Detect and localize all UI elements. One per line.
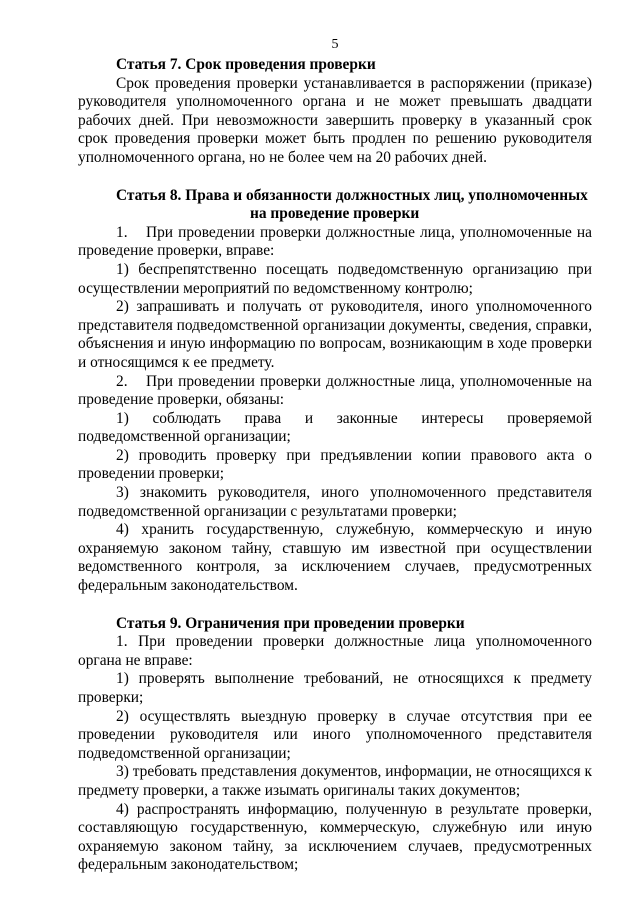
article-8-item-2: [78, 373, 592, 410]
section-gap: [78, 596, 592, 615]
article-8-item-1: [78, 224, 592, 261]
page-number: 5: [331, 37, 339, 52]
article-9-sub-4: 4) распространять информацию, полученную в результате проверки, составляющую государственную, коммерческую, служебную или иную охраняемую законом тайну, за исключением случаев, предусмотренных федеральным законодательством;: [78, 800, 592, 874]
item-text: При проведении проверки должностные лица, уполномоченные на проведение проверки, обязаны:: [78, 372, 592, 409]
article-9-sub-3: 3) требовать представления документов, информации, не относящихся к предмету проверки, а также изымать оригиналы таких документов;: [78, 763, 592, 799]
article-9-title: Статья 9. Ограничения при проведении проверки: [116, 614, 465, 632]
article-9-sub-1: 1) проверять выполнение требований, не относящихся к предмету проверки;: [78, 670, 592, 706]
article-8-item-2-sub-4: 4) хранить государственную, служебную, коммерческую и иную охраняемую законом тайну, ставшую им известной при осуществлении ведомственного контроля, за исключением случаев, предусмотренных федеральным законодательством.: [78, 521, 592, 595]
item-number: 2.: [116, 372, 128, 390]
article-8-item-2-sub-3: 3) знакомить руководителя, иного уполномоченного представителя подведомственной организации с результатами проверки;: [78, 484, 592, 520]
article-9: [78, 615, 592, 875]
article-7-title: Статья 7. Срок проведения проверки: [116, 56, 376, 73]
article-7: [78, 56, 592, 168]
article-8-item-2-sub-1: 1) соблюдать права и законные интересы проверяемой подведомственной организации;: [78, 409, 592, 446]
article-8-item-1-sub-2: 2) запрашивать и получать от руководителя, иного уполномоченного представителя подведомственной организации документы, сведения, справки, объяснения и иную информацию по вопросам, возникающим в ходе проверки и относящимся к ее предмету.: [78, 298, 592, 371]
document-page: [78, 0, 592, 875]
article-8-title-line-1: Статья 8. Права и обязанности должностных лиц, уполномоченных: [116, 186, 588, 204]
article-8: [78, 187, 592, 596]
article-8-title-line-2: на проведение проверки: [250, 205, 420, 223]
section-gap: [78, 168, 592, 187]
article-8-item-1-sub-1: 1) беспрепятственно посещать подведомственную организацию при осуществлении мероприятий по ведомственному контролю;: [78, 260, 592, 297]
article-9-intro: 1. При проведении проверки должностные лица уполномоченного органа не вправе:: [78, 633, 592, 669]
article-8-item-2-sub-2: 2) проводить проверку при предъявлении копии правового акта о проведении проверки;: [78, 446, 592, 483]
article-8-title: [78, 187, 592, 224]
item-number: 1.: [116, 223, 128, 241]
item-text: При проведении проверки должностные лица, уполномоченные на проведение проверки, вправе:: [78, 223, 592, 260]
article-9-sub-2: 2) осуществлять выездную проверку в случае отсутствия при ее проведении руководителя или иного уполномоченного представителя подведомственной организации;: [78, 707, 592, 762]
article-7-paragraph: Срок проведения проверки устанавливается в распоряжении (приказе) руководителя уполномоченного органа и не может превышать двадцати рабочих дней. При невозможности завершить проверку в указанный срок срок проведения проверки может быть продлен по решению руководителя уполномоченного органа, но не более чем на 20 рабочих дней.: [78, 74, 592, 166]
